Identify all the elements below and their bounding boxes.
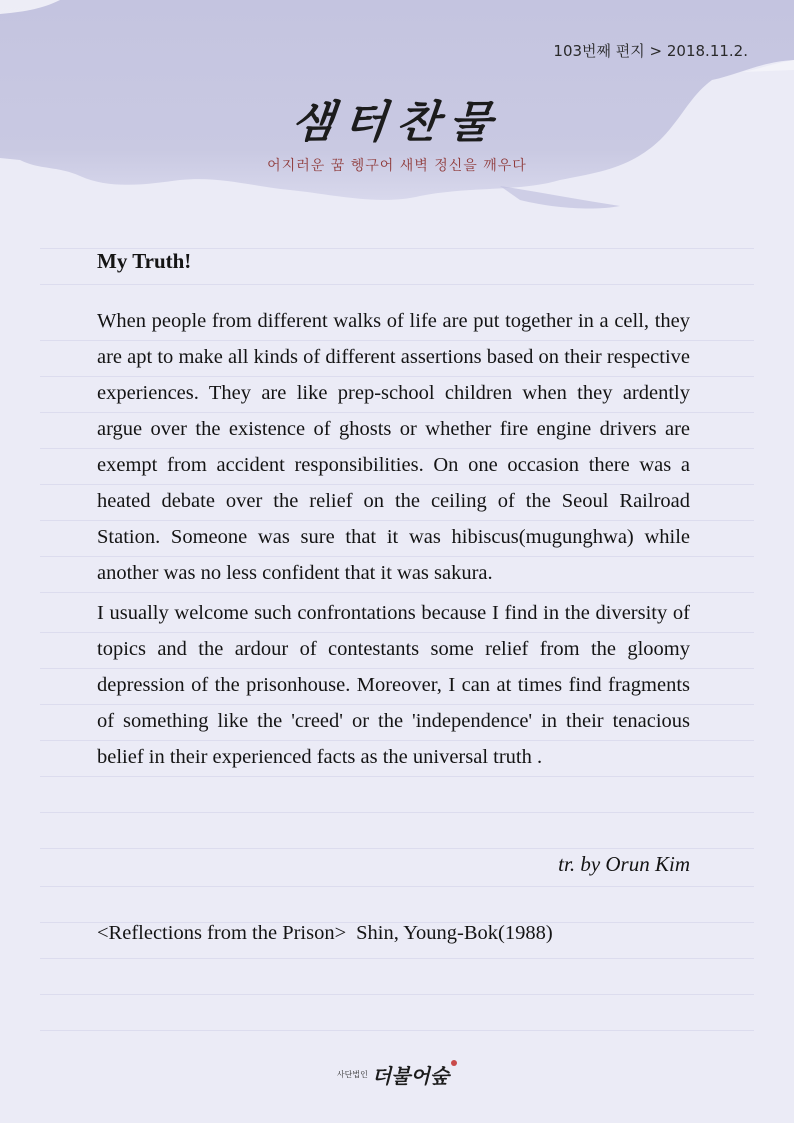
letter-paragraph: When people from different walks of life are put together in a cell, they are apt to make all kinds of different assertions based on their respective experiences. They are like prep-school children when they ardently argue over the existence of ghosts or whether fire engine drivers are exempt from accident responsibilities. On one occasion there was a heated debate over the relief on the ceiling of the Seoul Railroad Station. Someone was sure that it was hibiscus(mugunghwa) while another was no less confident that it was sakura. xyxy=(97,310,690,584)
letter-number-date: 103번째 편지 > 2018.11.2. xyxy=(553,42,748,60)
source-author: Shin, Young-Bok(1988) xyxy=(356,922,553,944)
translator-credit: tr. by Orun Kim xyxy=(558,852,690,876)
ruled-line xyxy=(40,1030,754,1031)
ruled-line xyxy=(40,848,754,849)
letter-paragraph: I usually welcome such confrontations because I find in the diversity of topics and the ardour of contestants some relief from the gloomy depression of the prisonhouse. Moreover, I can at times find fragments of something like the 'creed' or the 'independence' in their tenacious belief in their experienced facts as the universal truth . xyxy=(97,602,690,768)
masthead-tagline: 어지러운 꿈 헹구어 새벽 정신을 깨우다 xyxy=(267,158,527,174)
footer-logo-prefix: 사단법인 xyxy=(336,1070,368,1079)
footer-logo-name: 더불어숲 xyxy=(371,1064,450,1088)
ruled-line xyxy=(40,284,754,285)
ruled-line xyxy=(40,958,754,959)
footer-seal-icon xyxy=(451,1060,457,1066)
ruled-line xyxy=(40,812,754,813)
ruled-line xyxy=(40,994,754,995)
letter-title: My Truth! xyxy=(97,249,192,273)
masthead-title: 샘터찬물 xyxy=(288,97,505,148)
ruled-line xyxy=(40,886,754,887)
source-book: <Reflections from the Prison> xyxy=(97,922,347,944)
source-citation xyxy=(97,922,553,945)
footer-logo xyxy=(0,1060,794,1089)
letter-body xyxy=(97,303,690,779)
